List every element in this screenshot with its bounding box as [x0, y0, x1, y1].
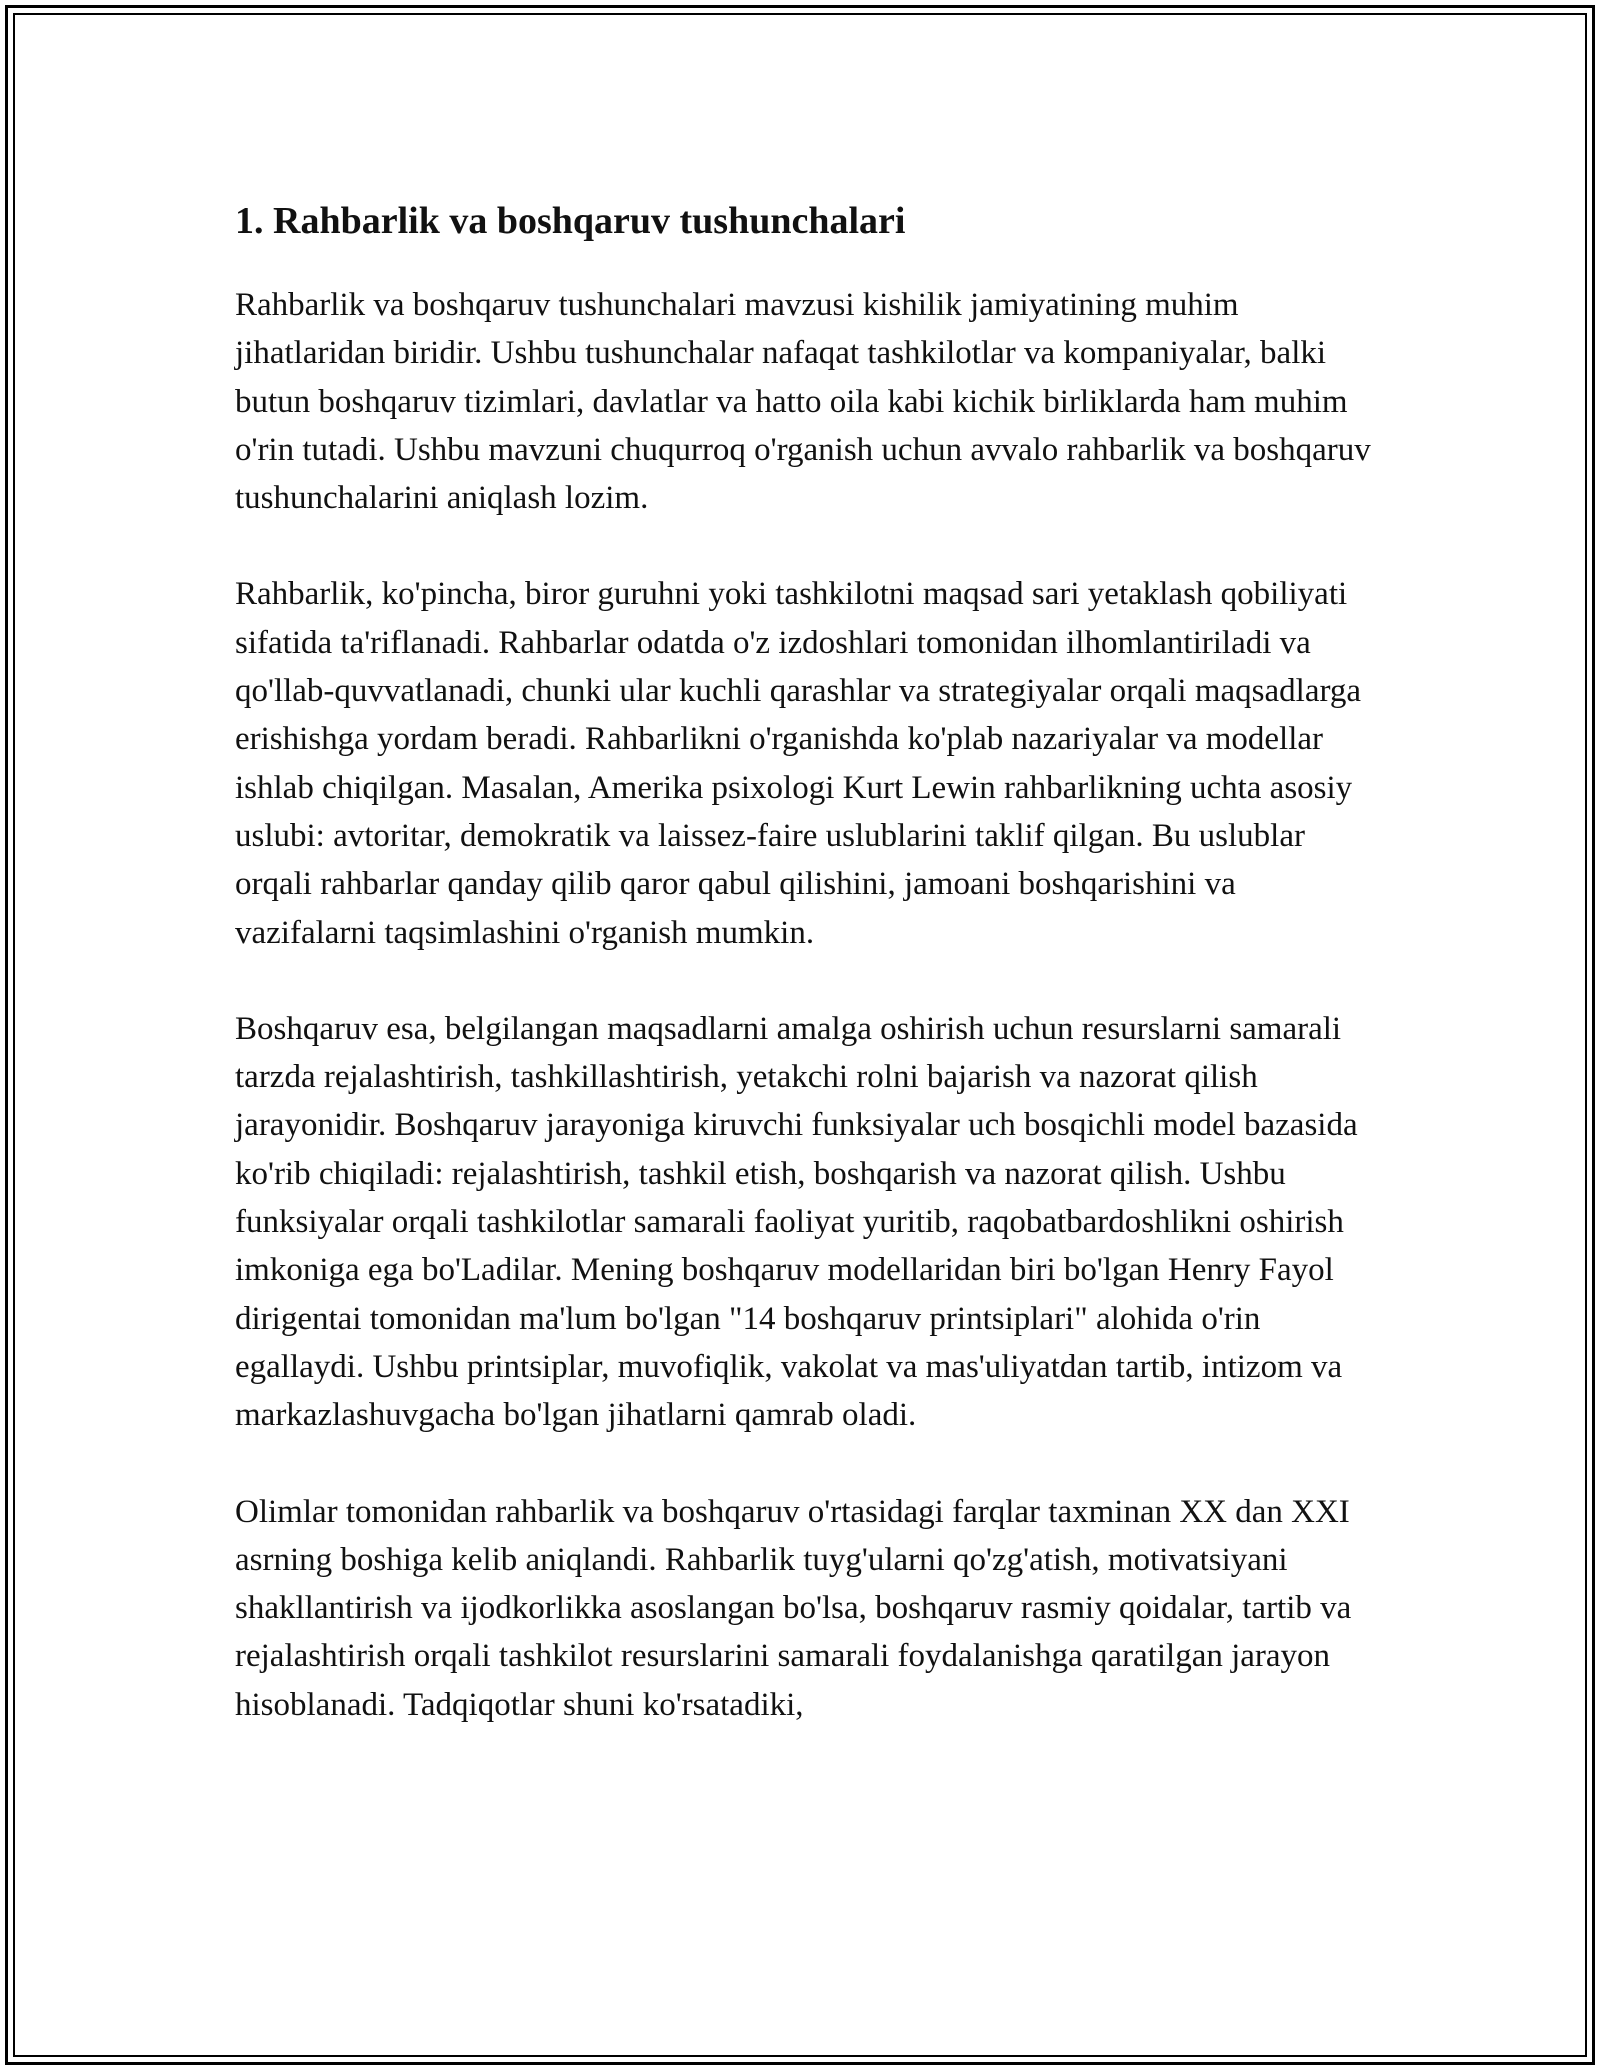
paragraph-2: Rahbarlik, ko'pincha, biror guruhni yoki tashkilotni maqsad sari yetaklash qobiliyati sifatida ta'riflanadi. Rahbarlar odatda o'z izdoshlari tomonidan ilhomlantiriladi va qo'llab-quvvatlanadi, chunki ular kuchli qarashlar va strategiyalar orqali maqsadlarga erishishga yordam beradi. Rahbarlikni o'rganishda ko'plab nazariyalar va modellar ishlab chiqilgan. Masalan, Amerika psixologi Kurt Lewin rahbarlikning uchta asosiy uslubi: avtoritar, demokratik va laissez-faire uslublarini taklif qilgan. Bu uslublar orqali rahbarlar qanday qilib qaror qabul qilishini, jamoani boshqarishini va vazifalarni taqsimlashini o'rganish mumkin.: [235, 576, 1362, 951]
document-body: [235, 191, 1385, 1777]
section-heading: 1. Rahbarlik va boshqaruv tushunchalari: [235, 200, 906, 242]
paragraph-1: Rahbarlik va boshqaruv tushunchalari mavzusi kishilik jamiyatining muhim jihatlaridan biridir. Ushbu tushunchalar nafaqat tashkilotlar va kompaniyalar, balki butun boshqaruv tizimlari, davlatlar va hatto oila kabi kichik birliklarda ham muhim o'rin tutadi. Ushbu mavzuni chuqurroq o'rganish uchun avvalo rahbarlik va boshqaruv tushunchalarini aniqlash lozim.: [235, 287, 1371, 517]
page-border: [5, 5, 1595, 2065]
paragraph-4: Olimlar tomonidan rahbarlik va boshqaruv o'rtasidagi farqlar taxminan XX dan XXI asrning boshiga kelib aniqlandi. Rahbarlik tuyg'ularni qo'zg'atish, motivatsiyani shakllantirish va ijodkorlikka asoslangan bo'lsa, boshqaruv rasmiy qoidalar, tartib va rejalashtirish orqali tashkilot resurslarini samarali foydalanishga qaratilgan jarayon hisoblanadi. Tadqiqotlar shuni ko'rsatadiki,: [235, 1493, 1352, 1723]
paragraph-3: Boshqaruv esa, belgilangan maqsadlarni amalga oshirish uchun resurslarni samarali tarzda rejalashtirish, tashkillashtirish, yetakchi rolni bajarish va nazorat qilish jarayonidir. Boshqaruv jarayoniga kiruvchi funksiyalar uch bosqichli model bazasida ko'rib chiqiladi: rejalashtirish, tashkil etish, boshqarish va nazorat qilish. Ushbu funksiyalar orqali tashkilotlar samarali faoliyat yuritib, raqobatbardoshlikni oshirish imkoniga ega bo'Ladilar. Mening boshqaruv modellaridan biri bo'lgan Henry Fayol dirigentai tomonidan ma'lum bo'lgan "14 boshqaruv printsiplari" alohida o'rin egallaydi. Ushbu printsiplar, muvofiqlik, vakolat va mas'uliyatdan tartib, intizom va markazlashuvgacha bo'lgan jihatlarni qamrab oladi.: [235, 1010, 1358, 1434]
